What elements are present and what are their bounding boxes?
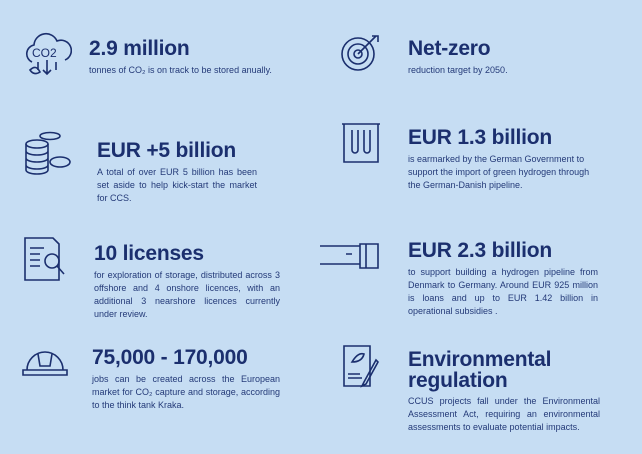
stat-title: 2.9 million (89, 37, 190, 60)
stat-title: EUR 2.3 billion (408, 239, 553, 262)
stat-title: EUR 1.3 billion (408, 126, 553, 149)
hard-hat-icon (20, 340, 70, 385)
stat-body: A total of over EUR 5 billion has been set aside to help kick-start the market for CCS. (97, 167, 257, 203)
hydrogen-tubes-icon (338, 120, 384, 173)
stat-body: is earmarked by the German Government to support the import of green hydrogen through the German-Danish pipeline. (408, 154, 590, 190)
stat-title: EUR +5 billion (97, 139, 236, 162)
target-icon (338, 30, 384, 81)
coins-icon (22, 130, 72, 181)
stat-title: Environmental regulation (408, 348, 552, 392)
stat-body: tonnes of CO₂ is on track to be stored anually. (89, 65, 272, 75)
stat-body: jobs can be created across the European market for CO₂ capture and storage, according to the think tank Kraka. (92, 374, 280, 410)
stat-title: 75,000 - 170,000 (92, 346, 248, 369)
stat-licenses (94, 243, 280, 321)
pipeline-icon (318, 238, 382, 279)
stat-title: Net-zero (408, 37, 491, 60)
stat-title: 10 licenses (94, 242, 204, 265)
stat-co2-storage (89, 38, 279, 77)
stat-ccs-funding (97, 140, 257, 205)
stat-body: reduction target by 2050. (408, 65, 508, 75)
stat-net-zero (408, 38, 598, 77)
stat-body: CCUS projects fall under the Environmental Assessment Act, requiring an environmental assessments to evaluate potential impacts. (408, 396, 600, 432)
stat-german-hydrogen (408, 127, 598, 192)
stat-pipeline-funding (408, 240, 598, 318)
document-search-icon (22, 236, 72, 287)
stat-environmental-regulation (408, 349, 600, 434)
stat-body: to support building a hydrogen pipeline from Denmark to Germany. Around EUR 925 million is loans and up to EUR 1.42 billion in operational subsidies . (408, 267, 598, 316)
svg-text:CO2: CO2 (32, 46, 57, 60)
stat-jobs (92, 347, 280, 412)
document-leaf-pen-icon (338, 344, 384, 397)
co2-cloud-icon (22, 32, 72, 83)
stat-body: for exploration of storage, distributed across 3 offshore and 4 onshore licences, with an additional 3 nearshore licences currently under review. (94, 270, 280, 319)
